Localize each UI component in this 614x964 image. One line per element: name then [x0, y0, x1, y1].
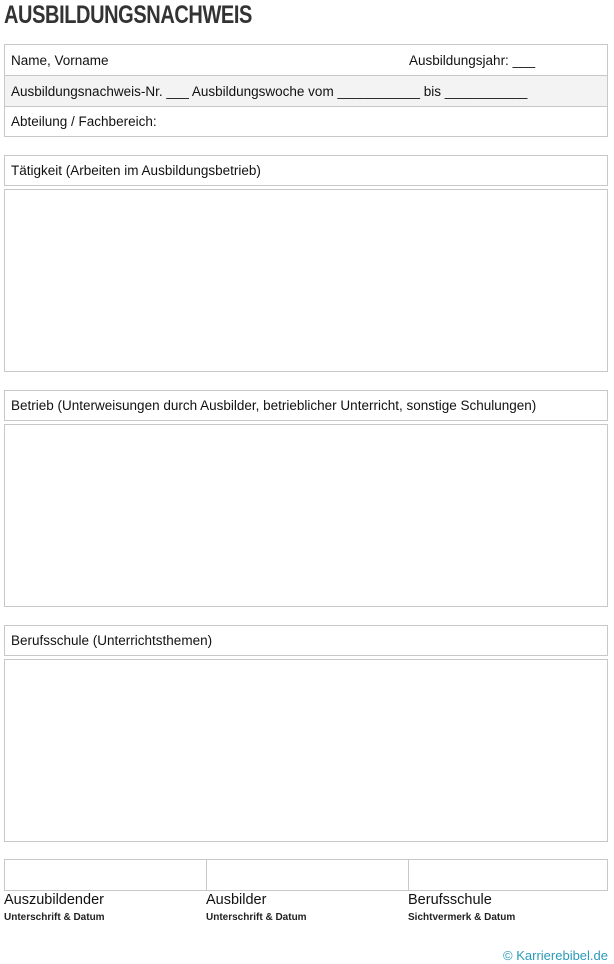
- signature-title-trainee: Auszubildender: [4, 892, 104, 908]
- signature-subtitle-trainee: Unterschrift & Datum: [4, 912, 105, 923]
- section-header-company: [4, 390, 608, 421]
- header-box: [4, 44, 608, 137]
- signature-title-trainer: Ausbilder: [206, 892, 267, 908]
- name-label: Name, Vorname: [11, 52, 109, 68]
- department-label: Abteilung / Fachbereich:: [11, 114, 157, 129]
- department-row: [5, 107, 607, 136]
- signature-field-trainee[interactable]: [4, 859, 207, 891]
- company-entry-area[interactable]: [4, 424, 608, 607]
- copyright-credit: © Karrierebibel.de: [503, 948, 608, 963]
- record-number-line: Ausbildungsnachweis-Nr. ___ Ausbildungswoche vom ___________ bis ___________: [11, 83, 528, 99]
- vocational-school-entry-area[interactable]: [4, 659, 608, 842]
- activity-entry-area[interactable]: [4, 189, 608, 372]
- signature-title-school: Berufsschule: [408, 892, 492, 908]
- signature-subtitle-trainer: Unterschrift & Datum: [206, 912, 307, 923]
- section-header-activity: [4, 155, 608, 186]
- section-label: Tätigkeit (Arbeiten im Ausbildungsbetrieb): [11, 163, 261, 178]
- signature-field-trainer[interactable]: [206, 859, 409, 891]
- signature-field-school[interactable]: [408, 859, 608, 891]
- section-label: Berufsschule (Unterrichtsthemen): [11, 633, 213, 648]
- signature-subtitle-school: Sichtvermerk & Datum: [408, 912, 516, 923]
- record-row: [5, 76, 607, 106]
- name-row: [5, 45, 607, 75]
- training-year-label: Ausbildungsjahr: ___: [409, 52, 536, 68]
- section-label: Betrieb (Unterweisungen durch Ausbilder, betrieblicher Unterricht, sonstige Schulungen): [11, 398, 537, 413]
- document-title: AUSBILDUNGSNACHWEIS: [4, 1, 252, 29]
- section-header-vocational-school: [4, 625, 608, 656]
